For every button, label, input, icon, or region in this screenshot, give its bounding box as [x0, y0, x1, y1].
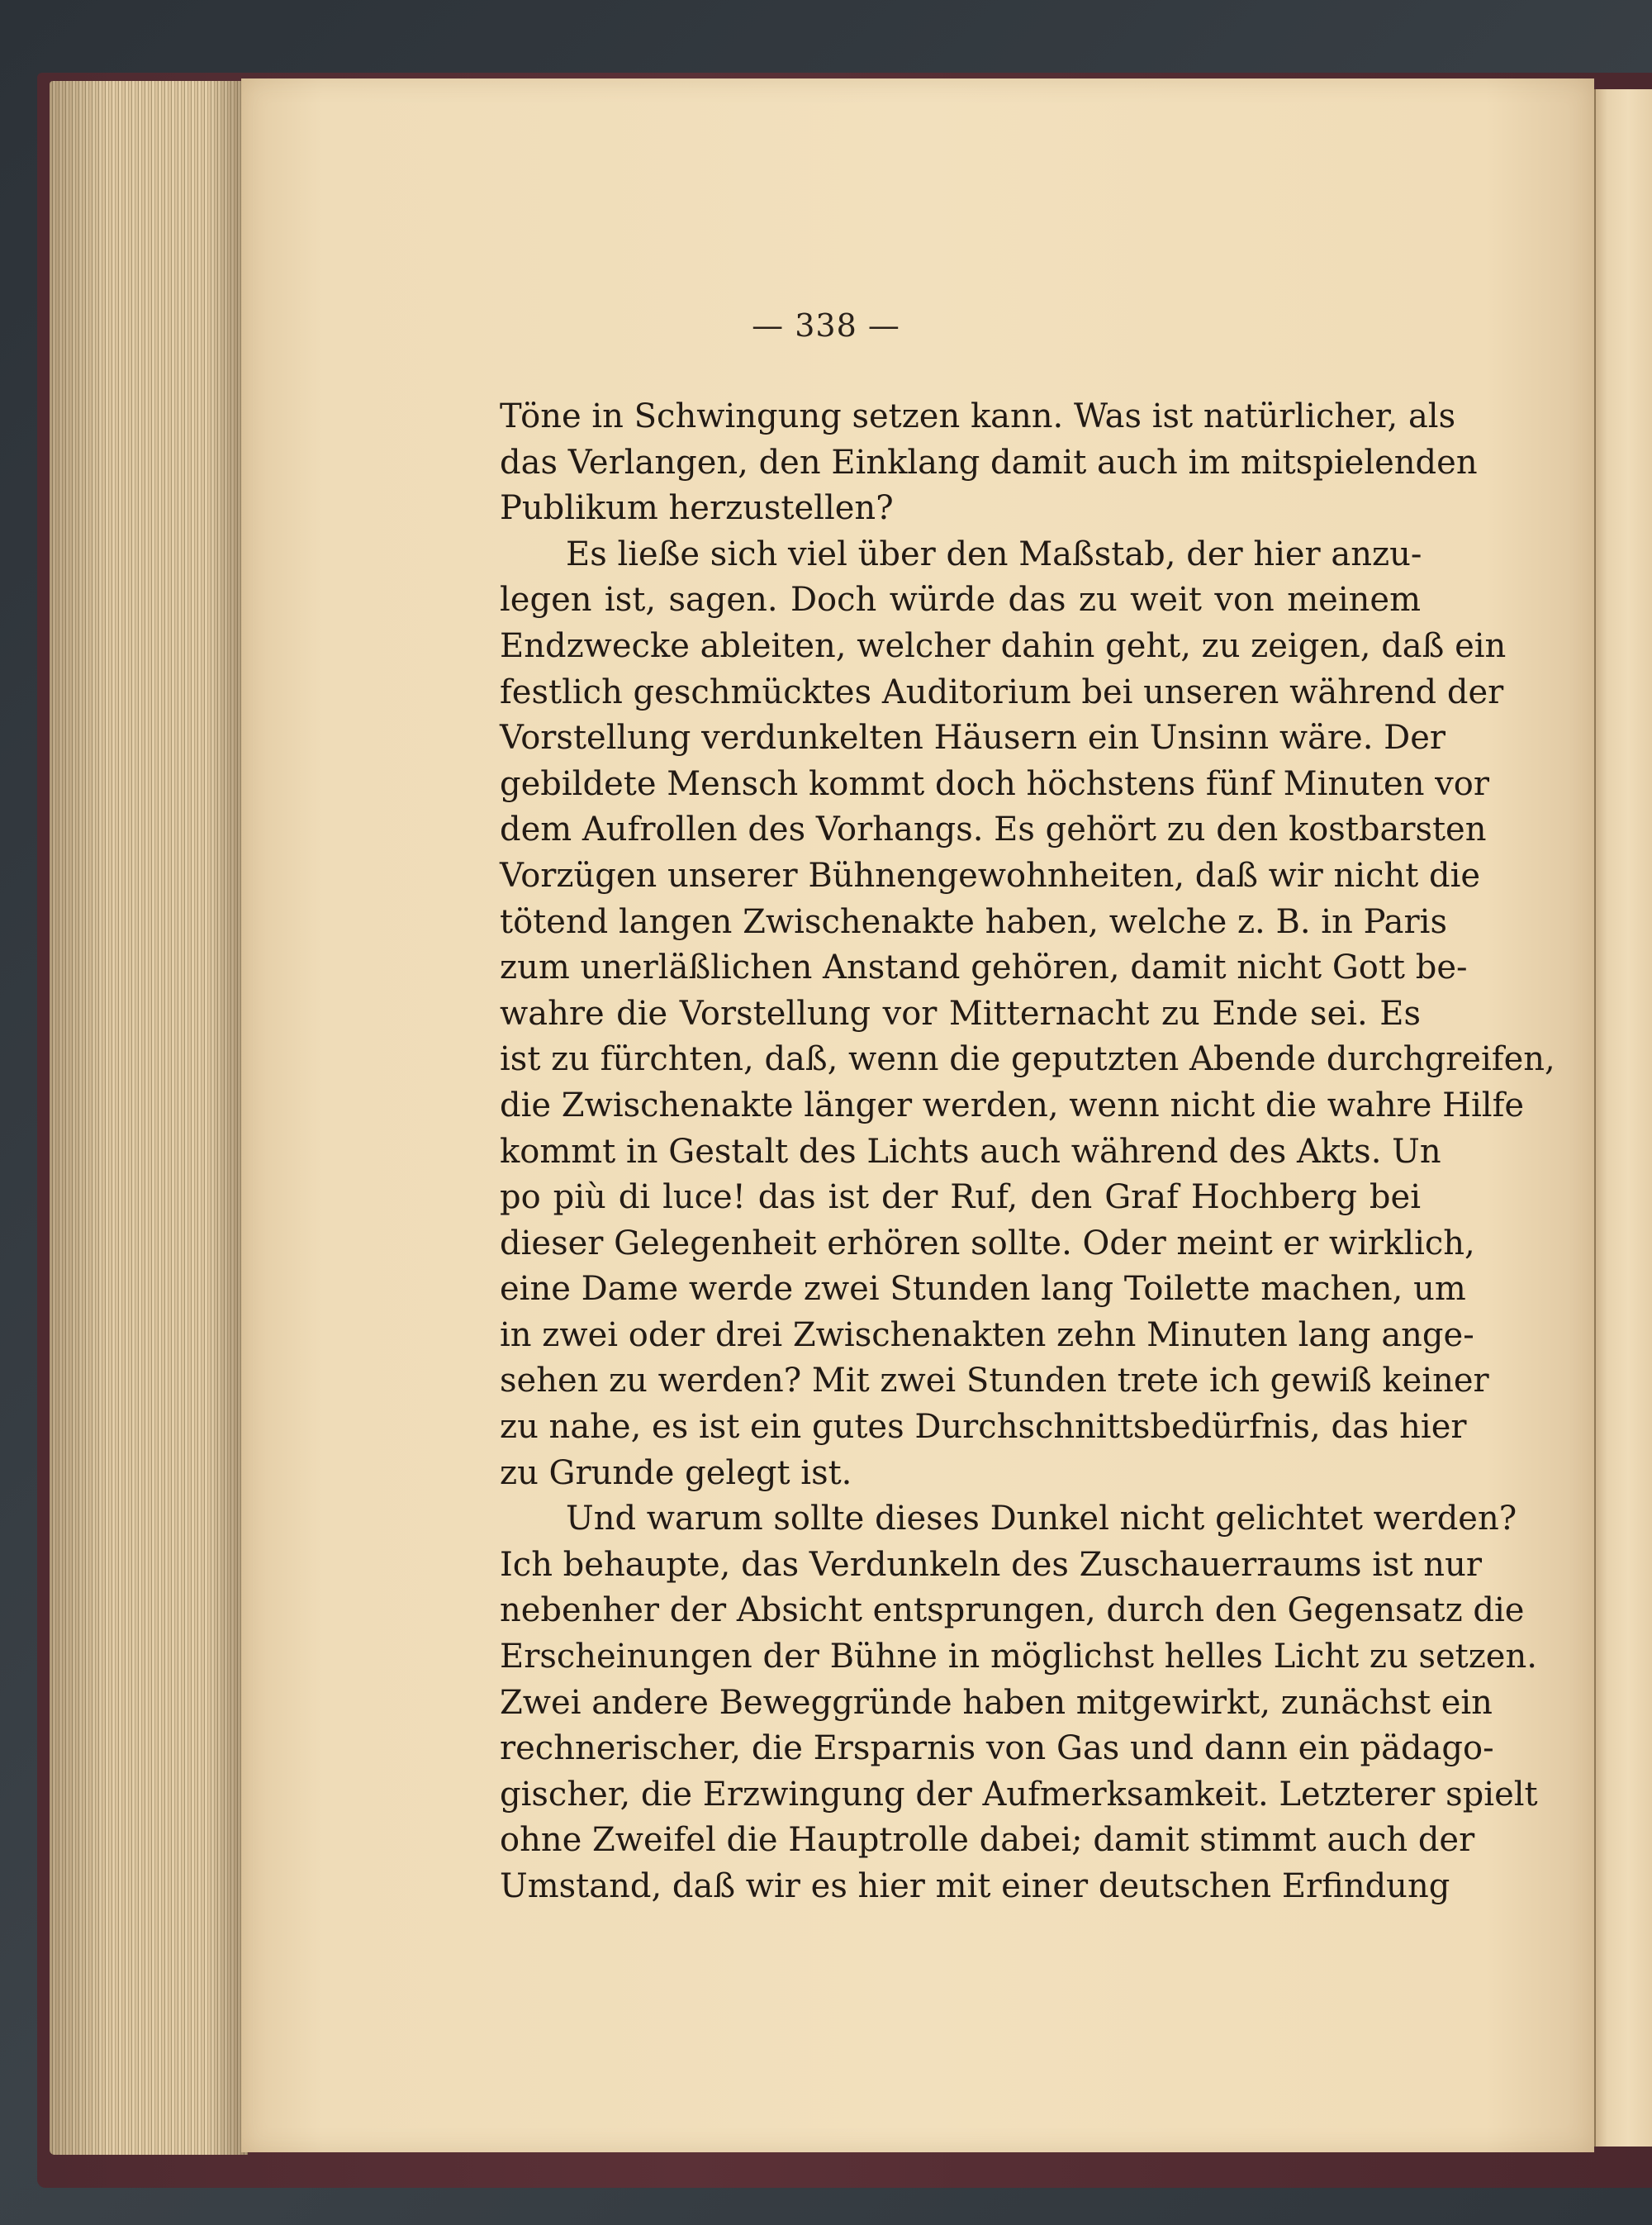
text-line: sehen zu werden? Mit zwei Stunden trete ich gewiß keiner	[500, 1362, 1489, 1400]
text-line: tötend langen Zwischenakte haben, welche z. B. in Paris	[500, 902, 1447, 941]
text-line: nebenher der Absicht entsprungen, durch den Gegensatz die	[500, 1591, 1525, 1630]
text-line: ohne Zweifel die Hauptrolle dabei; damit stimmt auch der	[500, 1821, 1475, 1860]
text-line: eine Dame werde zwei Stunden lang Toilette machen, um	[500, 1270, 1466, 1309]
text-line: dieser Gelegenheit erhören sollte. Oder meint er wirklich,	[500, 1224, 1475, 1262]
text-line: po più di luce! das ist der Ruf, den Graf Hochberg bei	[500, 1178, 1421, 1217]
text-line: Vorstellung verdunkelten Häusern ein Unsinn wäre. Der	[500, 719, 1446, 758]
text-line: gischer, die Erzwingung der Aufmerksamkeit. Letzterer spielt	[500, 1775, 1538, 1814]
text-line: legen ist, sagen. Doch würde das zu weit von meinem	[500, 581, 1421, 620]
text-line: Erscheinungen der Bühne in möglichst helles Licht zu setzen.	[500, 1638, 1537, 1676]
text-line: Endzwecke ableiten, welcher dahin geht, zu zeigen, daß ein	[500, 626, 1507, 665]
text-line: Zwei andere Beweggründe haben mitgewirkt, zunächst ein	[500, 1683, 1493, 1722]
text-line: rechnerischer, die Ersparnis von Gas und dann ein pädago-	[500, 1729, 1494, 1768]
text-line: Umstand, daß wir es hier mit einer deutschen Erfindung	[500, 1867, 1450, 1905]
text-line: ist zu fürchten, daß, wenn die geputzten Abende durchgreifen,	[500, 1040, 1555, 1079]
next-page-edge	[1593, 89, 1652, 2147]
text-line: die Zwischenakte länger werden, wenn nicht die wahre Hilfe	[500, 1086, 1525, 1124]
text-line: kommt in Gestalt des Lichts auch während des Akts. Un	[500, 1132, 1441, 1171]
text-line: Vorzügen unserer Bühnengewohnheiten, daß wir nicht die	[500, 856, 1481, 895]
text-line: zu Grunde gelegt ist.	[500, 1453, 852, 1492]
text-line: zu nahe, es ist ein gutes Durchschnittsbedürfnis, das hier	[500, 1408, 1467, 1447]
text-line: Es ließe sich viel über den Maßstab, der hier anzu-	[566, 535, 1422, 573]
text-line: Ich behaupte, das Verdunkeln des Zuschauerraums ist nur	[500, 1545, 1482, 1584]
text-line: festlich geschmücktes Auditorium bei unseren während der	[500, 673, 1504, 711]
text-line: wahre die Vorstellung vor Mitternacht zu Ende sei. Es	[500, 994, 1421, 1033]
text-line: das Verlangen, den Einklang damit auch im mitspielenden	[500, 443, 1478, 482]
page-number: — 338 —	[752, 307, 900, 344]
text-line: Töne in Schwingung setzen kann. Was ist natürlicher, als	[500, 397, 1456, 435]
text-line: dem Aufrollen des Vorhangs. Es gehört zu den kostbarsten	[500, 811, 1487, 849]
text-line: gebildete Mensch kommt doch höchstens fünf Minuten vor	[500, 764, 1489, 803]
page-edges	[50, 81, 248, 2155]
text-line: Publikum herzustellen?	[500, 489, 894, 528]
text-line: in zwei oder drei Zwischenakten zehn Minuten lang ange-	[500, 1315, 1474, 1354]
body-text	[500, 394, 1555, 1910]
text-line: zum unerläßlichen Anstand gehören, damit nicht Gott be-	[500, 948, 1468, 987]
text-line: Und warum sollte dieses Dunkel nicht gelichtet werden?	[566, 1500, 1517, 1538]
